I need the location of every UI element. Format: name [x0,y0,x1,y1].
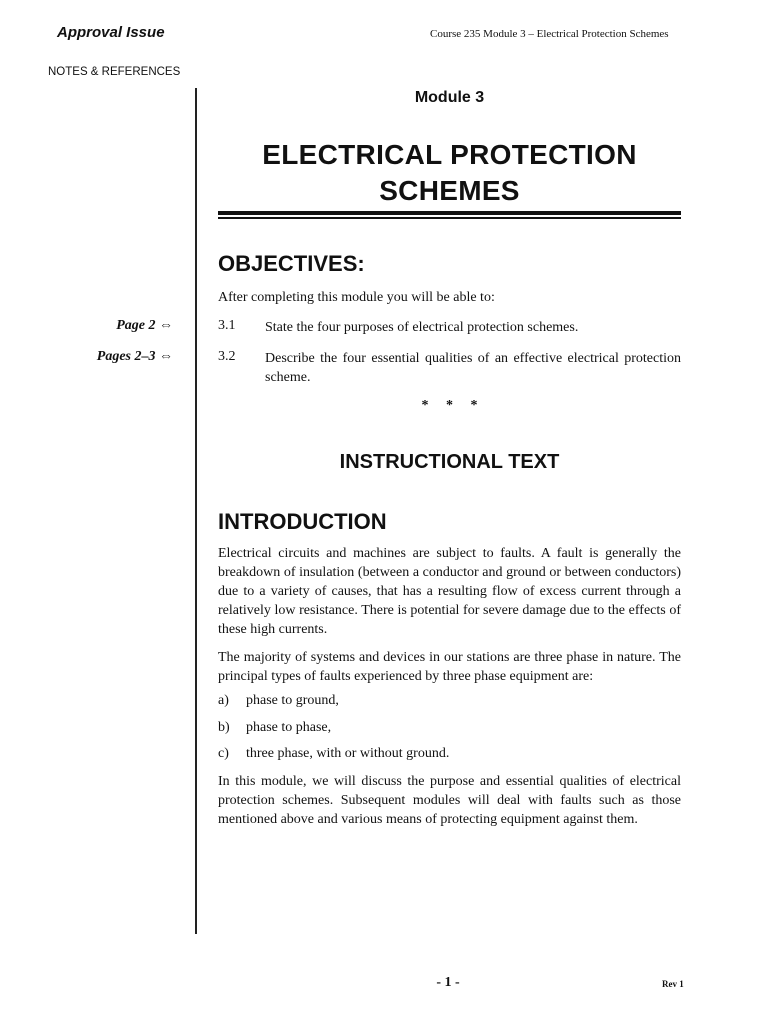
revision-label: Rev 1 [662,979,684,989]
instructional-text-heading: INSTRUCTIONAL TEXT [339,451,560,473]
title-rule-thin [218,217,681,219]
page-number: - 1 - [436,975,460,990]
objective-number: 3.1 [218,318,236,333]
list-marker: a) [218,693,229,708]
approval-issue-label: Approval Issue [57,24,165,41]
title-rule-thick [218,211,681,215]
margin-divider [195,88,197,934]
objectives-intro: After completing this module you will be able to: [218,290,495,305]
objective-text: State the four purposes of electrical protection schemes. [265,320,579,335]
list-marker: b) [218,720,230,735]
margin-reference-page-2: Page 2 ⇔ [116,318,173,333]
list-item: phase to ground, [246,693,339,708]
objective-text: Describe the four essential qualities of an effective electrical protection scheme. [265,351,681,385]
page-title [218,137,681,209]
list-marker: c) [218,746,229,761]
margin-reference-pages-2-3: Pages 2–3 ⇔ [96,349,173,364]
paragraph: Electrical circuits and machines are subject to faults. A fault is generally the breakdown of insulation (between a conductor and ground or between conductors) due to a variety of causes, that has a resulting flow of excess current through a relatively low resistance. There is potential for severe damage due to the effects of these high currents. [218,546,681,637]
section-separator: * * * [421,398,478,413]
objective-number: 3.2 [218,349,236,364]
notes-references-label: NOTES & REFERENCES [48,66,181,78]
introduction-heading: INTRODUCTION [218,509,387,534]
course-header: Course 235 Module 3 – Electrical Protection Schemes [430,28,669,40]
module-label: Module 3 [414,89,485,106]
objectives-heading: OBJECTIVES: [218,251,365,276]
title-line-1: ELECTRICAL PROTECTION [262,139,637,170]
title-line-2: SCHEMES [379,175,520,206]
list-item: three phase, with or without ground. [246,746,450,761]
paragraph: The majority of systems and devices in our stations are three phase in nature. The principal types of faults experienced by three phase equipment are: [218,650,681,684]
paragraph: In this module, we will discuss the purpose and essential qualities of electrical protection schemes. Subsequent modules will deal with faults such as those mentioned above and various means of protecting equipment against them. [218,774,681,827]
list-item: phase to phase, [246,720,332,735]
